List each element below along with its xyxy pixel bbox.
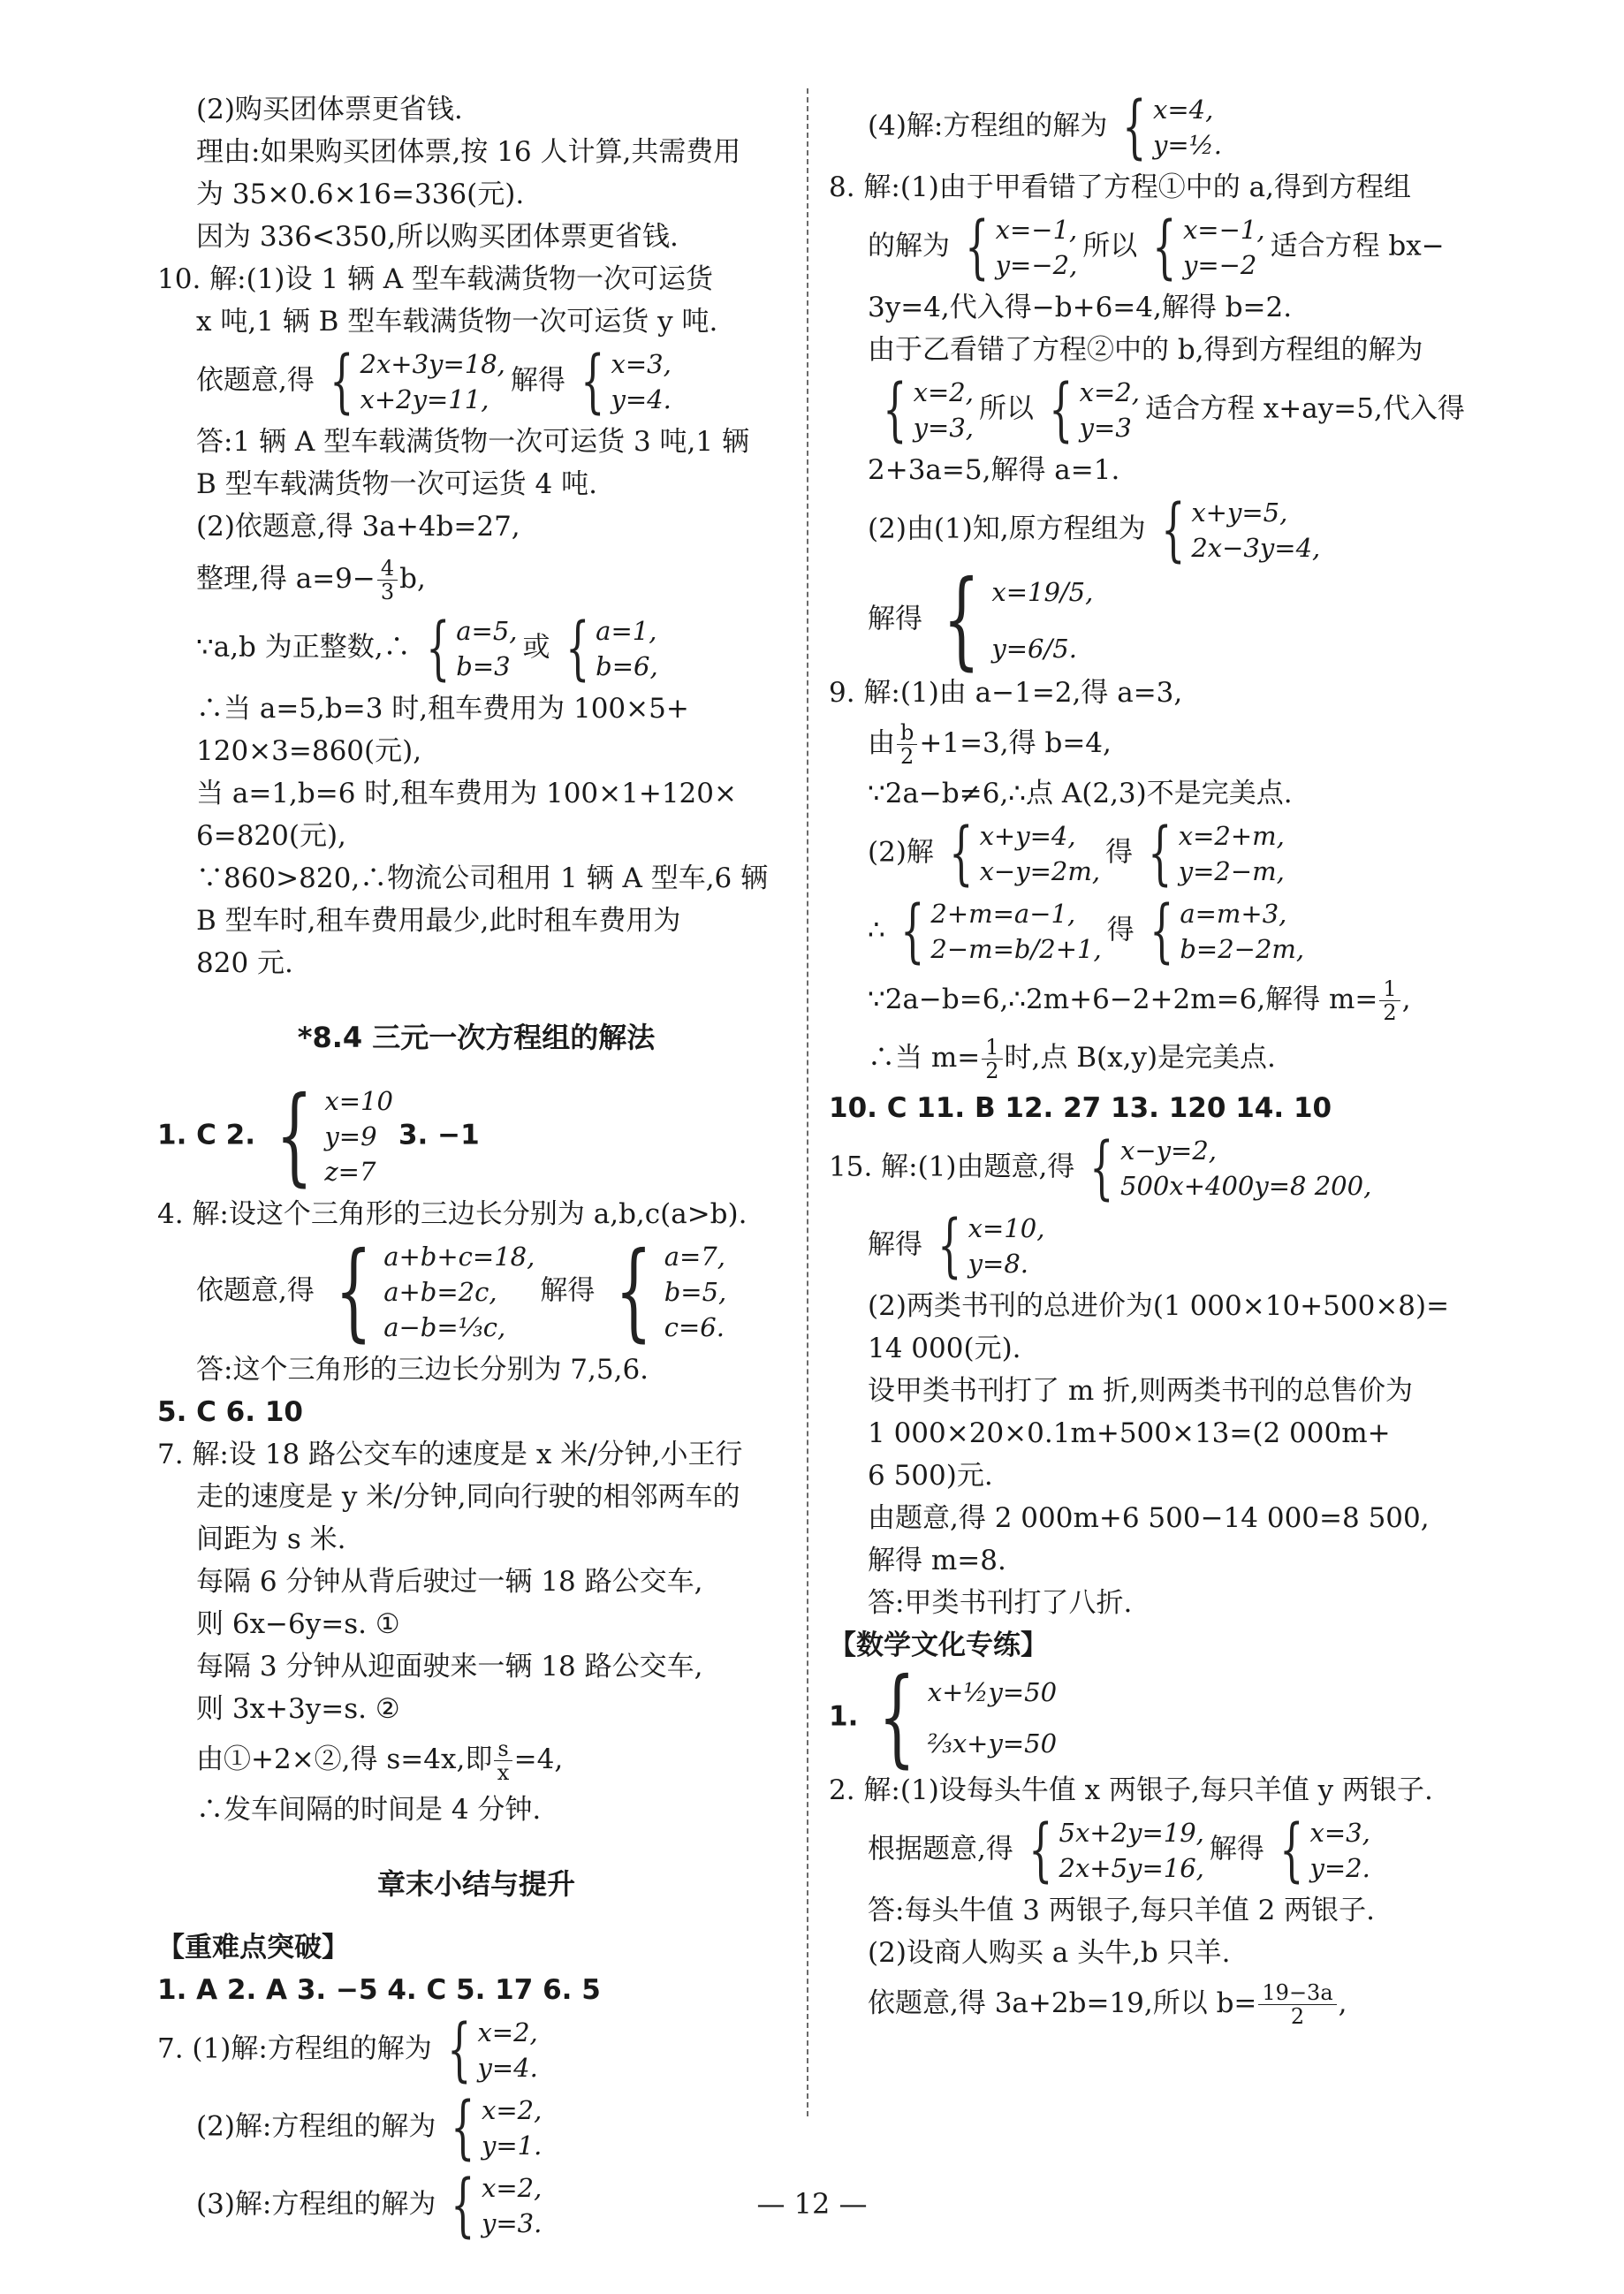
text-line: 每隔 6 分钟从背后驶过一辆 18 路公交车,	[196, 1566, 703, 1598]
equation-system: { x=3, y=4.	[581, 341, 672, 422]
eq-row: x=3,	[611, 349, 672, 379]
text-span: 时,点 B(x,y)是完美点.	[1004, 1042, 1276, 1074]
fraction: $\frac{19-3a}{2}$	[1258, 1981, 1336, 2028]
text-line: 设甲类书刊打了 m 折,则两类书刊的总售价为	[868, 1375, 1413, 1407]
text-span: 解得	[540, 1274, 596, 1307]
equation-system: { x−y=2, 500x+400y=8 200,	[1089, 1128, 1372, 1208]
equation-line	[829, 970, 1467, 1029]
text-line: B 型车时,租车费用最少,此时租车费用为	[196, 905, 681, 937]
equation-system: { x=19/5, y=6/5.	[943, 558, 1094, 681]
equation-system: { x=4, y=½.	[1122, 87, 1223, 167]
text-line: 每隔 3 分钟从迎面驶来一辆 18 路公交车,	[196, 1651, 703, 1683]
text-span: 得	[1105, 836, 1134, 869]
text-line: x 吨,1 辆 B 型车载满货物一次可运货 y 吨.	[196, 306, 718, 338]
equation-system: { x+y=4, x−y=2m,	[949, 813, 1101, 893]
text-line: 由于乙看错了方程②中的 b,得到方程组的解为	[868, 334, 1423, 366]
text-span: 解得	[510, 364, 565, 397]
text-line: 因为 336<350,所以购买团体票更省钱.	[196, 221, 679, 253]
section-heading: *8.4 三元一次方程组的解法	[297, 1021, 656, 1054]
equation-line	[829, 209, 1467, 286]
text-span: 由	[868, 727, 895, 759]
text-span: 得	[1106, 914, 1135, 946]
equation-system: { 2+m=a−1, 2−m=b/2+1,	[899, 891, 1102, 971]
text-span: 解得	[1209, 1833, 1264, 1865]
text-line: 6=820(元),	[196, 820, 346, 852]
text-line: 答:这个三角形的三边长分别为 7,5,6.	[196, 1354, 649, 1386]
text-span: (2)解:方程组的解为	[196, 2110, 436, 2143]
subsection-heading: 【数学文化专练】	[829, 1629, 1048, 1661]
text-span: 1. C 2.	[157, 1119, 256, 1151]
answer-line: 10. C 11. B 12. 27 13. 120 14. 10	[829, 1092, 1332, 1124]
equation-line	[157, 1230, 795, 1353]
equation-system: { a=5, b=3	[425, 608, 518, 688]
fraction: $\frac{1}{2}$	[1379, 977, 1400, 1024]
equation-system: { x=2+m, y=2−m,	[1148, 813, 1285, 893]
text-line: 2+3a=5,解得 a=1.	[868, 454, 1120, 486]
equation-system: { x=2, y=3,	[883, 369, 974, 450]
text-span: ∴当 m=	[868, 1042, 981, 1074]
text-line: (2)两类书刊的总进价为(1 000×10+500×8)=	[868, 1290, 1450, 1322]
equation-line	[829, 558, 1467, 681]
text-span: 3. −1	[398, 1119, 480, 1151]
text-span: (2)解	[868, 836, 934, 869]
text-span: ∵a,b 为正整数,∴	[196, 631, 411, 664]
text-line: 答:每头牛值 3 两银子,每只羊值 2 两银子.	[868, 1895, 1376, 1926]
equation-system: { x=2, y=1.	[451, 2087, 543, 2168]
fraction: $\frac{b}{2}$	[897, 721, 917, 768]
equation-line	[829, 88, 1467, 166]
text-line: (2)购买团体票更省钱.	[196, 94, 463, 125]
left-column	[157, 88, 795, 2245]
equation-line	[829, 893, 1467, 970]
text-line: 由题意,得 2 000m+6 500−14 000=8 500,	[868, 1502, 1430, 1534]
text-line: ∴发车间隔的时间是 4 分钟.	[196, 1794, 542, 1826]
equation-system: { x=10, y=8.	[937, 1205, 1045, 1286]
problem-9: 9. 解:(1)由 a−1=2,得 a=3,	[829, 677, 1183, 709]
text-line: 1 000×20×0.1m+500×13=(2 000m+	[868, 1417, 1391, 1449]
equation-system: { x+y=5, 2x−3y=4,	[1160, 490, 1321, 570]
equation-system: { x=−1, y=−2,	[965, 207, 1078, 287]
text-line: 14 000(元).	[868, 1333, 1021, 1364]
equation-line	[157, 2089, 795, 2167]
answer-line	[157, 1075, 795, 1197]
answer-line: 5. C 6. 10	[157, 1396, 303, 1428]
section-heading: 章末小结与提升	[376, 1867, 575, 1901]
equation-system: { 5x+2y=19, 2x+5y=16,	[1028, 1810, 1204, 1890]
text-line: 当 a=1,b=6 时,租车费用为 100×1+120×	[196, 778, 737, 809]
eq-row: x+2y=11,	[360, 384, 489, 414]
text-span: 所以	[1082, 230, 1138, 262]
text-span: 解得	[868, 603, 922, 635]
page-number: — 12 —	[756, 2187, 868, 2221]
equation-system: { x=2, y=3	[1049, 369, 1140, 450]
text-span: 7. (1)解:方程组的解为	[157, 2032, 432, 2065]
problem-7: 7. 解:设 18 路公交车的速度是 x 米/分钟,小王行	[157, 1439, 743, 1470]
problem-4: 4. 解:设这个三角形的三边长分别为 a,b,c(a>b).	[157, 1198, 747, 1230]
text-span: (3)解:方程组的解为	[196, 2188, 436, 2221]
subsection-heading: 【重难点突破】	[157, 1932, 349, 1964]
equation-line	[829, 491, 1467, 569]
right-column	[829, 88, 1467, 2032]
text-span: (4)解:方程组的解为	[868, 110, 1108, 142]
text-span: 1.	[829, 1700, 859, 1733]
text-line: ∴当 a=5,b=3 时,租车费用为 100×5+	[196, 693, 689, 725]
answer-line: 1. A 2. A 3. −5 4. C 5. 17 6. 5	[157, 1974, 601, 2006]
text-span: 依题意,得 3a+2b=19,所以 b=	[868, 1987, 1257, 2019]
equation-system: { a=1, b=6,	[565, 608, 658, 688]
text-span: 15. 解:(1)由题意,得	[829, 1151, 1075, 1183]
text-line: 则 3x+3y=s. ②	[196, 1693, 400, 1725]
problem-10: 10. 解:(1)设 1 辆 A 型车载满货物一次可运货	[157, 263, 714, 295]
text-line: 120×3=860(元),	[196, 735, 422, 767]
equation-system: { a=m+3, b=2−2m,	[1149, 891, 1305, 971]
equation-line	[157, 548, 795, 610]
equation-system: { 2x+3y=18, x+2y=11,	[330, 341, 505, 422]
equation-line	[157, 610, 795, 687]
equation-line	[829, 714, 1467, 772]
text-span: ∵2a−b=6,∴2m+6−2+2m=6,解得 m=	[868, 984, 1378, 1015]
text-span: 适合方程 bx−	[1270, 230, 1445, 262]
text-span: 依题意,得	[196, 364, 315, 397]
equation-system: { x=−1, y=−2	[1152, 207, 1265, 287]
text-span: (2)由(1)知,原方程组为	[868, 513, 1146, 545]
text-span: +1=3,得 b=4,	[919, 727, 1112, 759]
text-line: 为 35×0.6×16=336(元).	[196, 179, 525, 210]
text-line: 答:1 辆 A 型车载满货物一次可运货 3 吨,1 辆	[196, 426, 749, 458]
text-line: 间距为 s 米.	[196, 1523, 346, 1555]
text-span: 解得	[868, 1228, 922, 1261]
fraction: $\frac{1}{2}$	[982, 1036, 1002, 1082]
equation-line	[157, 2011, 795, 2089]
text-span: 根据题意,得	[868, 1833, 1013, 1865]
text-span: ,	[1338, 1987, 1347, 2019]
text-line: 答:甲类书刊打了八折.	[868, 1587, 1133, 1619]
fraction: $\frac{4}{3}$	[377, 557, 398, 604]
fraction: $\frac{s}{x}$	[494, 1737, 512, 1784]
text-line: ∵2a−b≠6,∴点 A(2,3)不是完美点.	[868, 778, 1293, 809]
equation-system: { x=2, y=4.	[446, 2009, 538, 2090]
equation-system: { x=10 y=9 z=7	[276, 1075, 393, 1197]
equation-system: { x=3, y=2.	[1279, 1810, 1370, 1890]
equation-system: { x=2, y=3.	[451, 2165, 543, 2245]
equation-line	[829, 1812, 1467, 1889]
text-line: (2)设商人购买 a 头牛,b 只羊.	[868, 1937, 1231, 1969]
text-span: ∴	[868, 914, 885, 946]
text-line: B 型车载满货物一次可运货 4 吨.	[196, 468, 597, 500]
equation-line	[829, 371, 1467, 449]
text-line: ∵860>820,∴物流公司租用 1 辆 A 型车,6 辆	[196, 862, 769, 894]
equation-line	[829, 1129, 1467, 1207]
text-span: =4,	[513, 1743, 564, 1775]
equation-line	[829, 1207, 1467, 1285]
text-line: 理由:如果购买团体票,按 16 人计算,共需费用	[196, 136, 741, 168]
text-line: 820 元.	[196, 947, 293, 979]
text-span: 整理,得 a=9−	[196, 563, 376, 595]
text-line: 解得 m=8.	[868, 1545, 1006, 1576]
equation-system: { a+b+c=18, a+b=2c, a−b=⅓c,	[335, 1230, 535, 1353]
equation-line	[829, 1974, 1467, 2032]
text-span: 的解为	[868, 230, 950, 262]
text-line: 6 500)元.	[868, 1460, 993, 1492]
text-span: 适合方程 x+ay=5,代入得	[1144, 392, 1465, 425]
equation-line	[829, 815, 1467, 893]
text-line: (2)依题意,得 3a+4b=27,	[196, 511, 520, 543]
eq-row: 2x+3y=18,	[360, 349, 505, 379]
eq-row: y=4.	[611, 384, 672, 414]
equation-line	[829, 1029, 1467, 1087]
text-line: 走的速度是 y 米/分钟,同向行驶的相邻两车的	[196, 1481, 740, 1513]
equation-line	[157, 1730, 795, 1789]
text-span: 由①+2×②,得 s=4x,即	[196, 1743, 493, 1775]
text-span: 所以	[979, 392, 1034, 425]
text-line: 3y=4,代入得−b+6=4,解得 b=2.	[868, 292, 1293, 323]
text-line: 则 6x−6y=s. ①	[196, 1608, 400, 1640]
equation-line	[157, 343, 795, 421]
text-span: ,	[1401, 984, 1411, 1015]
equation-line	[829, 1656, 1467, 1779]
problem-2: 2. 解:(1)设每头牛值 x 两银子,每只羊值 y 两银子.	[829, 1774, 1433, 1806]
equation-system: { a=7, b=5, c=6.	[615, 1230, 727, 1353]
text-span: 或	[522, 631, 550, 664]
text-span: 依题意,得	[196, 1274, 315, 1307]
column-divider	[807, 88, 808, 2116]
text-span: b,	[399, 563, 426, 595]
problem-8: 8. 解:(1)由于甲看错了方程①中的 a,得到方程组	[829, 171, 1411, 203]
equation-system: { x+½y=50 ⅔x+y=50	[878, 1656, 1058, 1779]
